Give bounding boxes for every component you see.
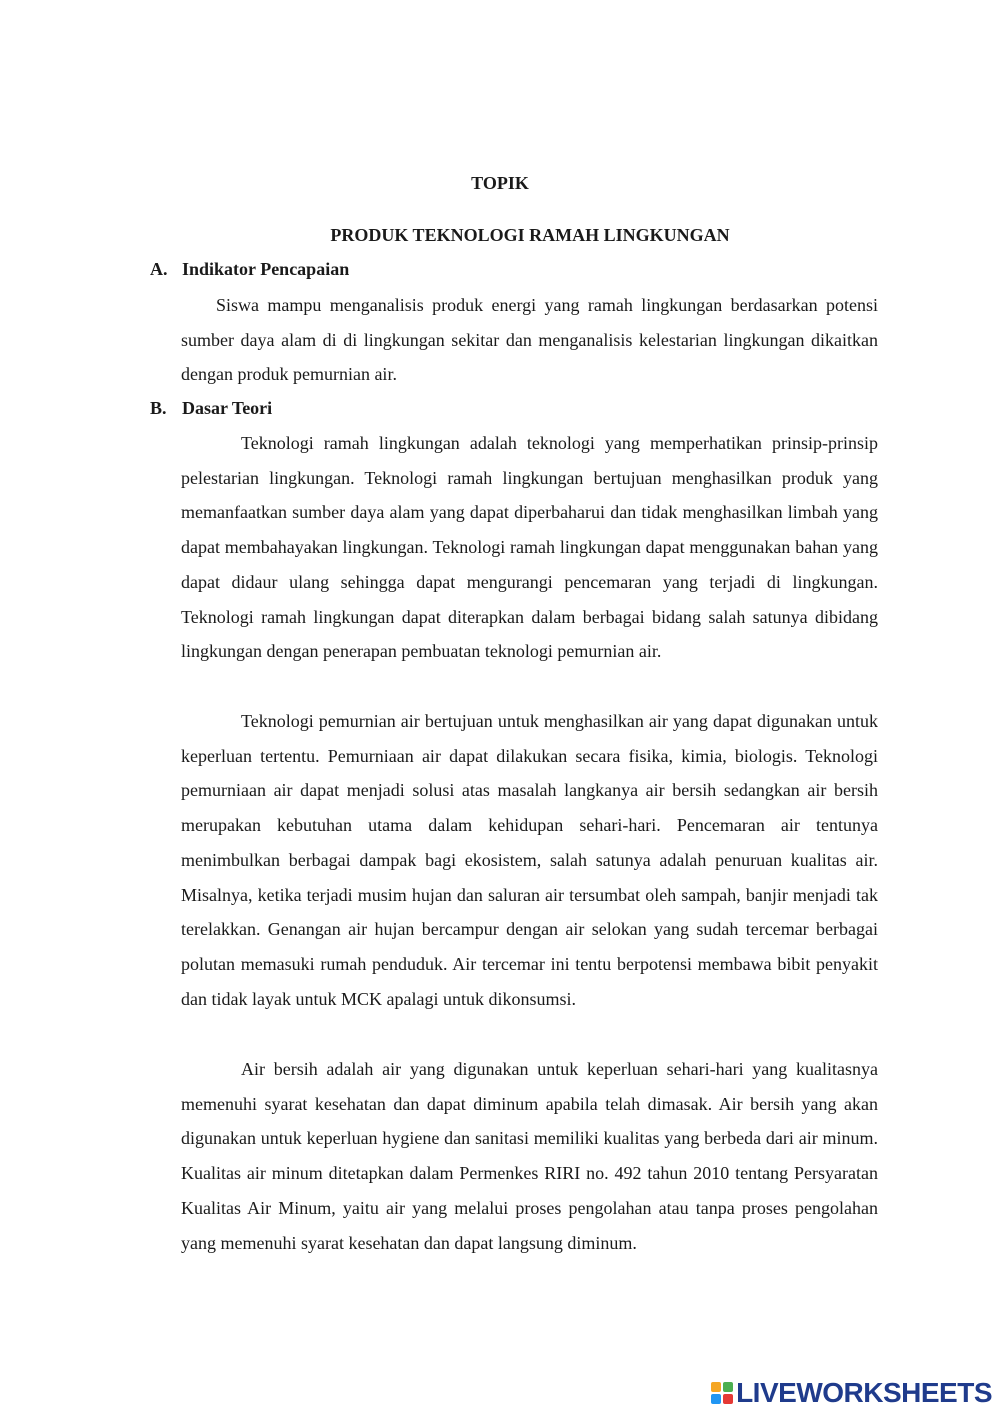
section-a-paragraph-1: Siswa mampu menganalisis produk energi yang ramah lingkungan berdasarkan potensi sumber daya alam di di lingkungan sekitar dan menganalisis kelestarian lingkungan dikaitkan dengan produk pemurnian air. <box>181 295 878 385</box>
section-b-paragraph-2: Teknologi pemurnian air bertujuan untuk menghasilkan air yang dapat digunakan untuk keperluan tertentu. Pemurniaan air dapat dilakukan secara fisika, kimia, biologis. Teknologi pemurniaan air dapat menjadi solusi atas masalah langkanya air bersih sedangkan air bersih merupakan kebutuhan utama dalam kehidupan sehari-hari. Pencemaran air tentunya menimbulkan berbagai dampak bagi ekosistem, salah satunya adalah penuruan kualitas air. Misalnya, ketika terjadi musim hujan dan saluran air tersumbat oleh sampah, banjir menjadi tak terelakkan. Genangan air hujan bercampur dengan air selokan yang sudah tercemar berbagai polutan memasuki rumah penduduk. Air tercemar ini tentu berpotensi membawa bibit penyakit dan tidak layak untuk MCK apalagi untuk dikonsumsi. <box>181 711 878 1009</box>
document-title: PRODUK TEKNOLOGI RAMAH LINGKUNGAN <box>330 225 730 245</box>
logo-square-tr <box>723 1382 733 1392</box>
logo-square-bl <box>711 1394 721 1404</box>
logo-square-br <box>723 1394 733 1404</box>
section-a-letter: A. <box>150 259 168 279</box>
section-b-title: Dasar Teori <box>182 398 273 418</box>
section-b-letter: B. <box>150 398 167 418</box>
topic-label: TOPIK <box>471 173 529 193</box>
section-b-paragraph-3: Air bersih adalah air yang digunakan untuk keperluan sehari-hari yang kualitasnya memenuhi syarat kesehatan dan dapat diminum apabila telah dimasak. Air bersih yang akan digunakan untuk keperluan hygiene dan sanitasi memiliki kualitas yang berbeda dari air minum. Kualitas air minum ditetapkan dalam Permenkes RIRI no. 492 tahun 2010 tentang Persyaratan Kualitas Air Minum, yaitu air yang melalui proses pengolahan atau tanpa proses pengolahan yang memenuhi syarat kesehatan dan dapat langsung diminum. <box>181 1059 878 1253</box>
section-b-paragraph-1: Teknologi ramah lingkungan adalah teknologi yang memperhatikan prinsip-prinsip pelestarian lingkungan. Teknologi ramah lingkungan bertujuan menghasilkan produk yang memanfaatkan sumber daya alam yang dapat diperbaharui dan tidak menghasilkan limbah yang dapat membahayakan lingkungan. Teknologi ramah lingkungan dapat menggunakan bahan yang dapat didaur ulang sehingga dapat mengurangi pencemaran yang terjadi di lingkungan. Teknologi ramah lingkungan dapat diterapkan dalam berbagai bidang salah satunya dibidang lingkungan dengan penerapan pembuatan teknologi pemurnian air. <box>181 433 878 662</box>
logo-square-tl <box>711 1382 721 1392</box>
brand-name: LIVEWORKSHEETS <box>736 1377 992 1408</box>
liveworksheets-logo-icon <box>711 1382 733 1404</box>
liveworksheets-brand[interactable] <box>711 1378 992 1408</box>
section-a-title: Indikator Pencapaian <box>182 259 350 279</box>
